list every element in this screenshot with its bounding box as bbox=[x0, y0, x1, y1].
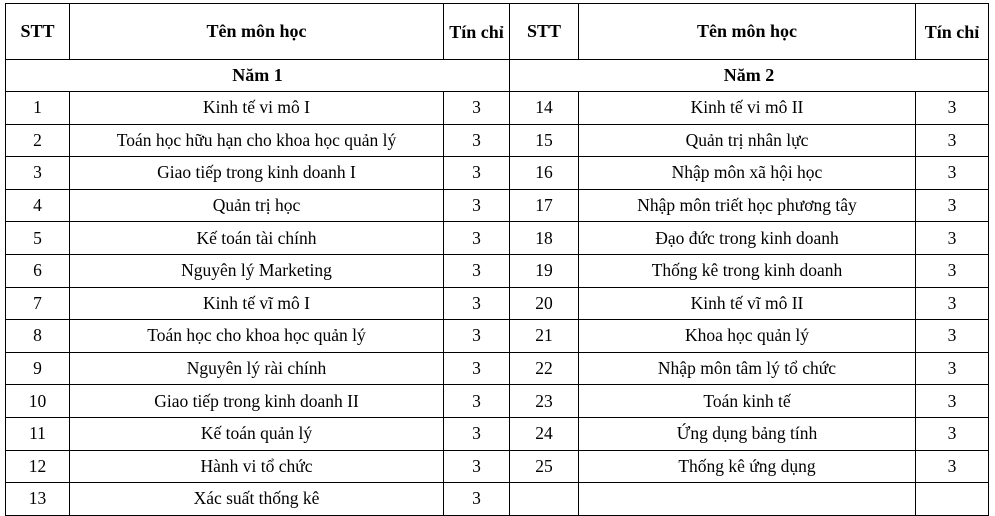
course-number-right: 17 bbox=[510, 189, 579, 222]
course-list bbox=[6, 92, 989, 516]
course-credits-right: 3 bbox=[916, 385, 989, 418]
table-row bbox=[6, 254, 989, 287]
course-credits-left: 3 bbox=[444, 254, 510, 287]
course-number-right: 25 bbox=[510, 450, 579, 483]
course-name-left: Giao tiếp trong kinh doanh I bbox=[70, 157, 444, 190]
course-name-left: Quản trị học bbox=[70, 189, 444, 222]
course-name-right: Ứng dụng bảng tính bbox=[579, 417, 916, 450]
course-number-left: 3 bbox=[6, 157, 70, 190]
course-credits-right: 3 bbox=[916, 254, 989, 287]
course-credits-left: 3 bbox=[444, 222, 510, 255]
course-credits-left: 3 bbox=[444, 417, 510, 450]
table-row bbox=[6, 385, 989, 418]
course-name-left: Giao tiếp trong kinh doanh II bbox=[70, 385, 444, 418]
course-number-right bbox=[510, 483, 579, 516]
course-number-right: 24 bbox=[510, 417, 579, 450]
course-name-left: Kinh tế vĩ mô I bbox=[70, 287, 444, 320]
course-credits-left: 3 bbox=[444, 483, 510, 516]
course-credits-left: 3 bbox=[444, 385, 510, 418]
course-number-left: 1 bbox=[6, 92, 70, 125]
course-credits-left: 3 bbox=[444, 450, 510, 483]
course-credits-left: 3 bbox=[444, 157, 510, 190]
course-name-left: Kế toán quản lý bbox=[70, 417, 444, 450]
course-number-right: 15 bbox=[510, 124, 579, 157]
table-row bbox=[6, 92, 989, 125]
course-number-right: 21 bbox=[510, 320, 579, 353]
header-row bbox=[6, 4, 989, 60]
table-row bbox=[6, 450, 989, 483]
course-credits-right: 3 bbox=[916, 222, 989, 255]
course-credits-left: 3 bbox=[444, 92, 510, 125]
course-number-right: 19 bbox=[510, 254, 579, 287]
table-row bbox=[6, 287, 989, 320]
course-name-left: Toán học hữu hạn cho khoa học quản lý bbox=[70, 124, 444, 157]
course-name-left: Hành vi tổ chức bbox=[70, 450, 444, 483]
header-stt-right: STT bbox=[510, 4, 579, 60]
course-name-right: Nhập môn tâm lý tổ chức bbox=[579, 352, 916, 385]
course-number-left: 6 bbox=[6, 254, 70, 287]
course-name-right: Toán kinh tế bbox=[579, 385, 916, 418]
header-credits-right: Tín chỉ bbox=[916, 4, 989, 60]
course-name-left: Toán học cho khoa học quản lý bbox=[70, 320, 444, 353]
table-row bbox=[6, 352, 989, 385]
course-name-left: Nguyên lý rài chính bbox=[70, 352, 444, 385]
course-name-left: Xác suất thống kê bbox=[70, 483, 444, 516]
course-number-right: 20 bbox=[510, 287, 579, 320]
table-row bbox=[6, 124, 989, 157]
course-number-left: 9 bbox=[6, 352, 70, 385]
course-name-right: Thống kê trong kinh doanh bbox=[579, 254, 916, 287]
curriculum-table bbox=[5, 3, 989, 516]
course-credits-right: 3 bbox=[916, 124, 989, 157]
course-name-left: Kế toán tài chính bbox=[70, 222, 444, 255]
header-stt-left: STT bbox=[6, 4, 70, 60]
header-course-name-right: Tên môn học bbox=[579, 4, 916, 60]
course-number-right: 18 bbox=[510, 222, 579, 255]
course-name-right: Khoa học quản lý bbox=[579, 320, 916, 353]
course-credits-left: 3 bbox=[444, 189, 510, 222]
table-row bbox=[6, 320, 989, 353]
course-credits-right: 3 bbox=[916, 417, 989, 450]
course-credits-right: 3 bbox=[916, 450, 989, 483]
course-name-right bbox=[579, 483, 916, 516]
year-1-heading: Năm 1 bbox=[6, 60, 510, 92]
header-course-name-left: Tên môn học bbox=[70, 4, 444, 60]
course-credits-right: 3 bbox=[916, 157, 989, 190]
course-name-right: Thống kê ứng dụng bbox=[579, 450, 916, 483]
table-row bbox=[6, 189, 989, 222]
course-name-right: Kinh tế vĩ mô II bbox=[579, 287, 916, 320]
course-number-left: 11 bbox=[6, 417, 70, 450]
course-number-right: 16 bbox=[510, 157, 579, 190]
course-number-right: 23 bbox=[510, 385, 579, 418]
course-credits-right bbox=[916, 483, 989, 516]
course-number-left: 8 bbox=[6, 320, 70, 353]
course-name-left: Nguyên lý Marketing bbox=[70, 254, 444, 287]
course-credits-left: 3 bbox=[444, 352, 510, 385]
course-name-right: Nhập môn triết học phương tây bbox=[579, 189, 916, 222]
course-number-left: 2 bbox=[6, 124, 70, 157]
course-number-right: 22 bbox=[510, 352, 579, 385]
table-row bbox=[6, 483, 989, 516]
course-credits-right: 3 bbox=[916, 189, 989, 222]
course-name-right: Đạo đức trong kinh doanh bbox=[579, 222, 916, 255]
course-number-left: 12 bbox=[6, 450, 70, 483]
year-2-heading: Năm 2 bbox=[510, 60, 989, 92]
course-credits-right: 3 bbox=[916, 320, 989, 353]
table-row bbox=[6, 417, 989, 450]
table-row bbox=[6, 222, 989, 255]
course-name-right: Quản trị nhân lực bbox=[579, 124, 916, 157]
header-credits-left: Tín chỉ bbox=[444, 4, 510, 60]
course-name-right: Kinh tế vi mô II bbox=[579, 92, 916, 125]
course-credits-right: 3 bbox=[916, 92, 989, 125]
course-number-left: 13 bbox=[6, 483, 70, 516]
course-name-right: Nhập môn xã hội học bbox=[579, 157, 916, 190]
course-credits-right: 3 bbox=[916, 352, 989, 385]
course-credits-left: 3 bbox=[444, 124, 510, 157]
course-credits-left: 3 bbox=[444, 287, 510, 320]
course-number-left: 10 bbox=[6, 385, 70, 418]
course-number-left: 4 bbox=[6, 189, 70, 222]
table-row bbox=[6, 157, 989, 190]
course-credits-right: 3 bbox=[916, 287, 989, 320]
course-number-left: 5 bbox=[6, 222, 70, 255]
course-name-left: Kinh tế vi mô I bbox=[70, 92, 444, 125]
course-credits-left: 3 bbox=[444, 320, 510, 353]
course-number-left: 7 bbox=[6, 287, 70, 320]
course-number-right: 14 bbox=[510, 92, 579, 125]
year-row bbox=[6, 60, 989, 92]
